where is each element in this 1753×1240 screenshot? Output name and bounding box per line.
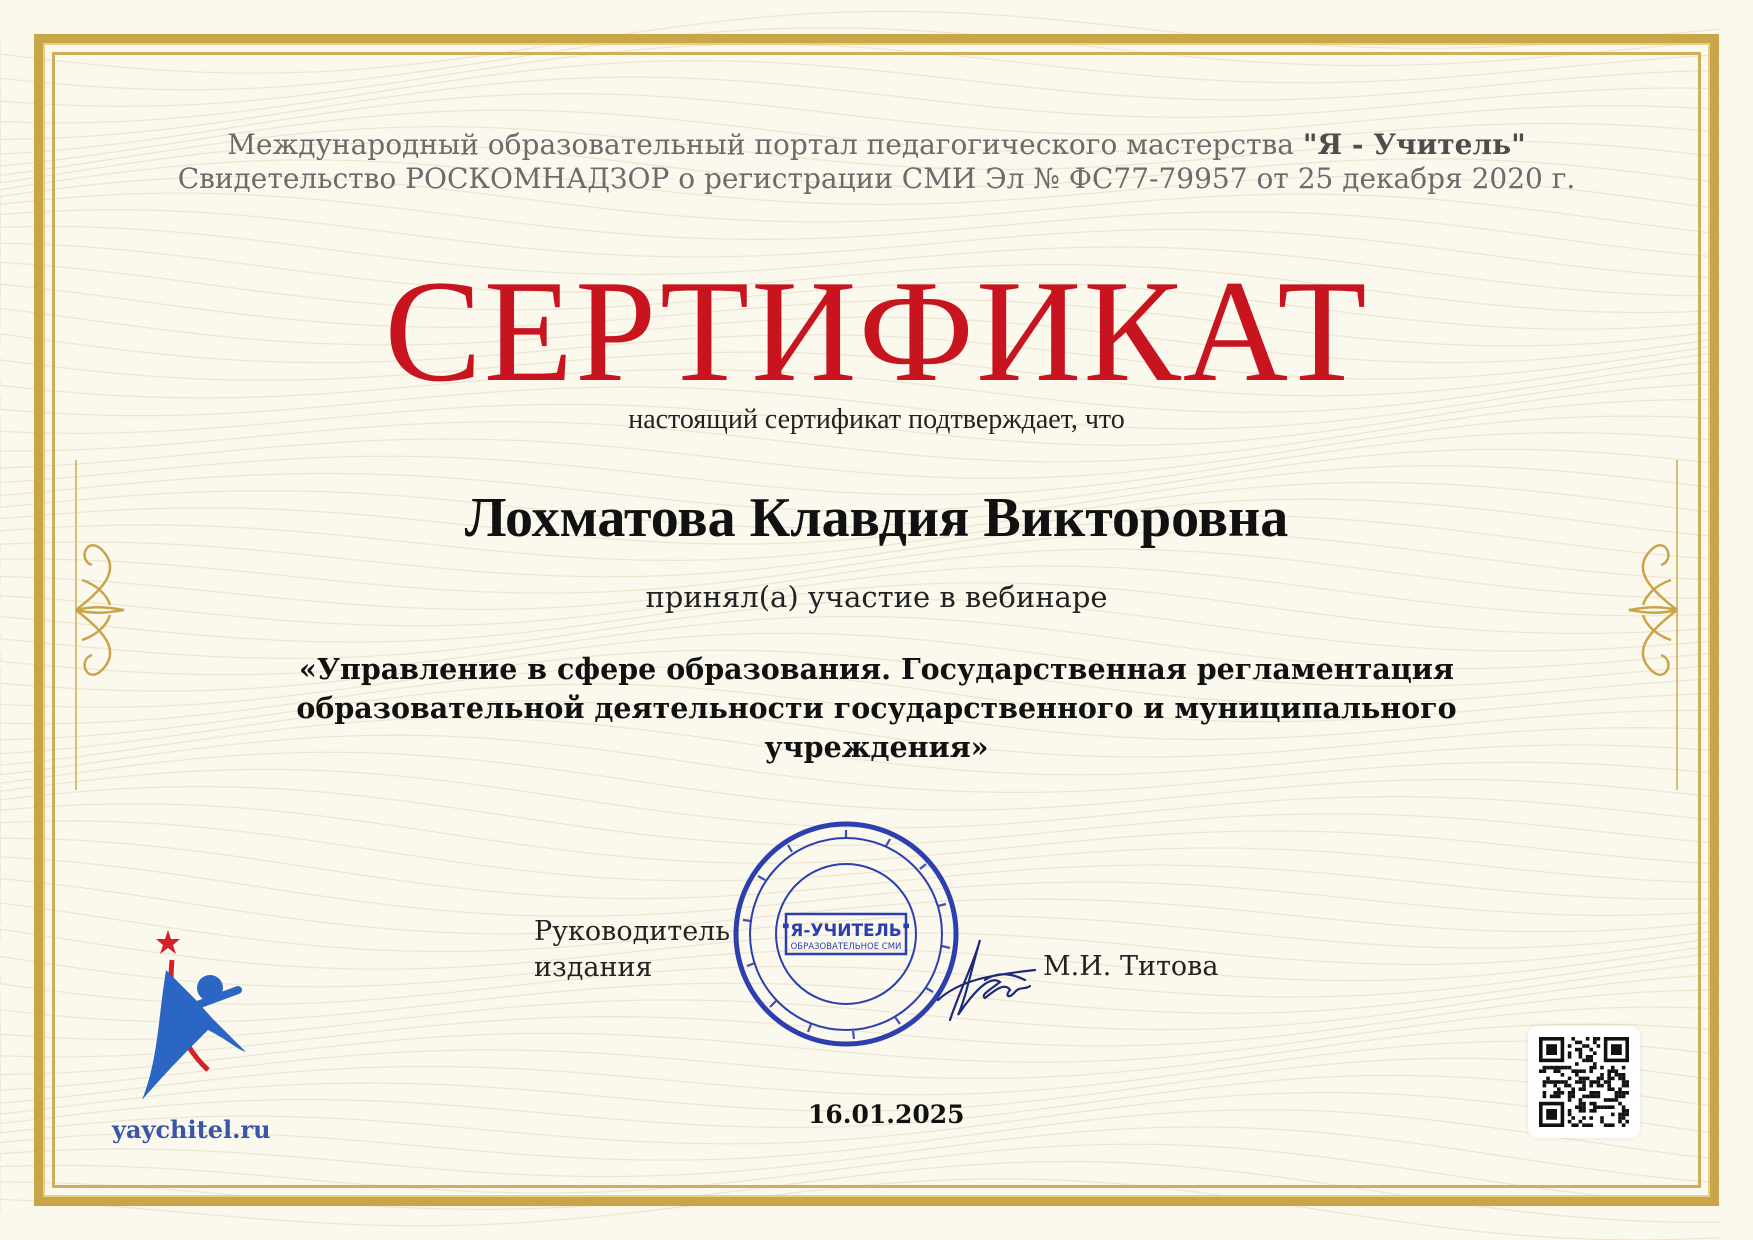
frame-corner [1688,38,1715,65]
recipient-name: Лохматова Клавдия Викторовна [464,487,1289,549]
header-portal-text: Международный образовательный портал педагогического мастерства [227,128,1303,161]
official-stamp [730,818,962,1050]
signer-role [534,914,744,986]
signer-role-line-2: издания [534,952,653,983]
issue-date: 16.01.2025 [808,1100,965,1129]
frame-corner [1688,1175,1715,1202]
signer-name: М.И. Титова [1043,951,1219,982]
header-line-2: Свидетельство РОСКОМНАДЗОР о регистрации СМИ Эл № ФС77-79957 от 25 декабря 2020 г. [177,162,1576,195]
qr-code-icon[interactable] [1528,1026,1640,1138]
frame-corner [38,38,65,65]
yaychitel-logo-icon [138,930,278,1110]
certificate-title: СЕРТИФИКАТ [384,250,1369,412]
publisher-header [0,128,1753,196]
webinar-title: «Управление в сфере образования. Государственная регламентация образовательной деятельности государственного и муниципального учреждения» [296,652,1457,764]
stamp-brand: "Я-УЧИТЕЛЬ" [781,921,911,941]
header-brand: "Я - Учитель" [1302,128,1526,161]
signer-role-line-1: Руководитель [534,916,731,947]
handwritten-signature [930,920,1050,1040]
stamp-subtitle: ОБРАЗОВАТЕЛЬНОЕ СМИ [790,942,902,952]
participation-text: принял(а) участие в вебинаре [645,580,1108,614]
header-line-1 [0,128,1753,162]
certificate-subtitle: настоящий сертификат подтверждает, что [628,404,1125,435]
logo-site-link[interactable]: yaychitel.ru [112,1115,271,1144]
frame-corner [38,1175,65,1202]
